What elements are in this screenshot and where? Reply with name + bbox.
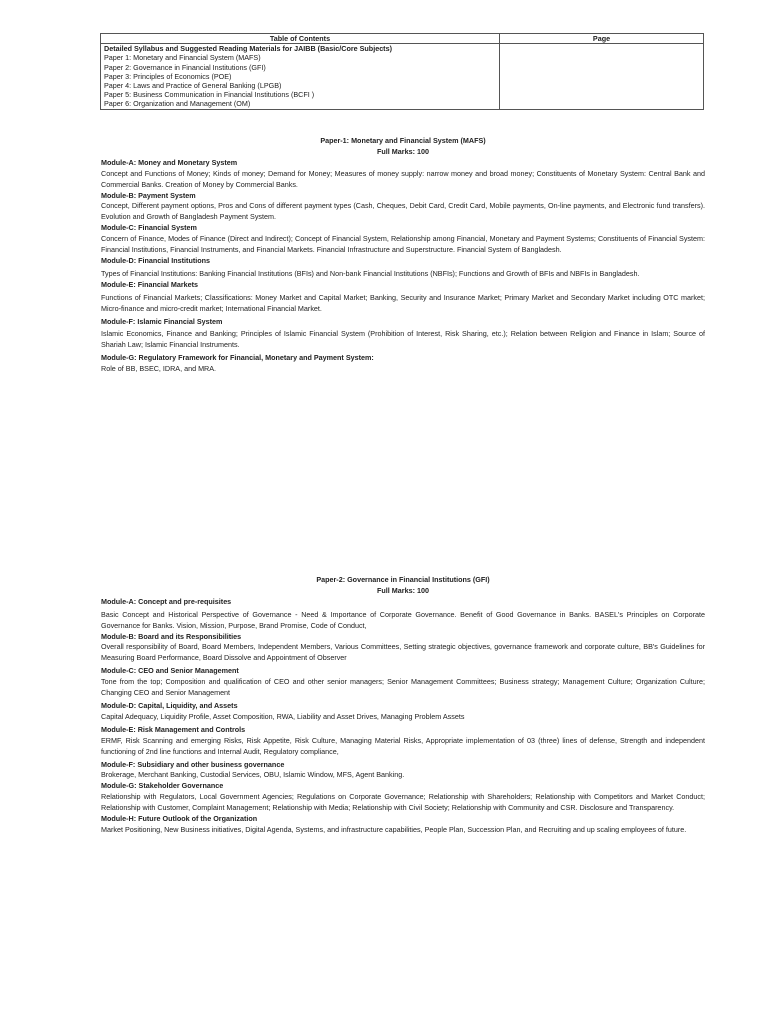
module-text: Concern of Finance, Modes of Finance (Direct and Indirect); Concept of Financial System, Relationship among Financial, Monetary and Payment Systems; Constituents of Financial System: Financial Institutions, Financial Instruments, and Financial Markets. Financial Infrastructure and Superstructure. Financial System of Bangladesh. [101, 234, 705, 255]
toc-row-page [500, 72, 704, 81]
full-marks: Full Marks: 100 [377, 146, 429, 156]
paper-title: Paper-2: Governance in Financial Institutions (GFI) [316, 575, 490, 584]
toc-row [101, 72, 704, 81]
toc-row-page [500, 63, 704, 72]
paper2-section [101, 575, 705, 836]
toc-row-text: Paper 1: Monetary and Financial System (MAFS) [101, 53, 500, 62]
full-marks: Full Marks: 100 [377, 585, 429, 595]
paper1-section [101, 136, 705, 375]
module-heading: Module-C: CEO and Senior Management [101, 666, 239, 676]
toc-row-page [500, 99, 704, 109]
toc-row [101, 81, 704, 90]
module-heading: Module-H: Future Outlook of the Organization [101, 814, 258, 824]
module-heading: Module-B: Board and its Responsibilities [101, 631, 242, 641]
module-text: Role of BB, BSEC, IDRA, and MRA. [101, 364, 217, 374]
module-text: Capital Adequacy, Liquidity Profile, Asset Composition, RWA, Liability and Asset Drives, Managing Problem Assets [101, 711, 465, 721]
toc-row-text: Paper 4: Laws and Practice of General Banking (LPGB) [101, 81, 500, 90]
toc-row-text: Paper 3: Principles of Economics (POE) [101, 72, 500, 81]
module-text: ERMF, Risk Scanning and emerging Risks, Risk Appetite, Risk Culture, Managing Material Risks, Appropriate implementation of 03 (three) lines of defense, Strength and independent functioning of 2nd line functions and Internal Audit, Regulatory compliance, [101, 735, 705, 756]
module-text: Market Positioning, New Business initiatives, Digital Agenda, Systems, and infrastructure capabilities, People Plan, Succession Plan, and Recruiting and up scaling employees of future. [101, 824, 687, 834]
toc-title: Table of Contents [101, 34, 500, 44]
toc-row-page [500, 81, 704, 90]
table-of-contents [100, 33, 704, 110]
module-text: Basic Concept and Historical Perspective of Governance - Need & Importance of Corporate Governance. Benefit of Good Governance in Banks. BASEL's Principles on Corporate Governance for Banks. Vision, Mission, Purpose, Brand Promise, Code of Conduct, [101, 609, 705, 630]
toc-row [101, 44, 704, 54]
module-text: Overall responsibility of Board, Board Members, Independent Members, Various Committees, Setting strategic objectives, governance framework and corporate culture, BB's Guidelines for Measuring Board Performance, Board Dissolve and Appointment of Observer [101, 642, 705, 663]
toc-row-text: Detailed Syllabus and Suggested Reading Materials for JAIBB (Basic/Core Subjects) [101, 44, 500, 54]
module-heading: Module-A: Concept and pre-requisites [101, 596, 232, 606]
toc-page-header: Page [500, 34, 704, 44]
toc-row-page [500, 53, 704, 62]
toc-row [101, 53, 704, 62]
module-text: Islamic Economics, Finance and Banking; Principles of Islamic Financial System (Prohibition of Interest, Risk Sharing, etc.); Relation between Religion and Finance in Islam; Source of Shariah Law; Islamic Financial Instruments. [101, 329, 705, 350]
module-heading: Module-G: Stakeholder Governance [101, 781, 224, 791]
module-heading: Module-A: Money and Monetary System [101, 157, 238, 167]
module-heading: Module-D: Financial Institutions [101, 255, 211, 265]
module-text: Brokerage, Merchant Banking, Custodial Services, OBU, Islamic Window, MFS, Agent Banking. [101, 770, 405, 780]
module-text: Concept, Different payment options, Pros and Cons of different payment types (Cash, Cheques, Debit Card, Credit Card, Mobile payments, On-line payments, and Electronic fund transfers). Evolution and Growth of Bangladesh Payment System. [101, 201, 705, 222]
toc-header-row [101, 34, 704, 44]
toc-row-page [500, 90, 704, 99]
module-heading: Module-D: Capital, Liquidity, and Assets [101, 700, 238, 710]
toc-row-text: Paper 2: Governance in Financial Institutions (GFI) [101, 63, 500, 72]
module-heading: Module-E: Risk Management and Controls [101, 724, 246, 734]
module-heading: Module-G: Regulatory Framework for Financial, Monetary and Payment System: [101, 353, 374, 363]
module-heading: Module-F: Subsidiary and other business governance [101, 759, 285, 769]
toc-row-text: Paper 5: Business Communication in Financial Institutions (BCFI ) [101, 90, 500, 99]
module-text: Relationship with Regulators, Local Government Agencies; Regulations on Corporate Governance; Relationship with Shareholders; Relationship with Competitors and Market Conduct; Relationship with Customer, Complaint Management; Relationship with Media; Relationship with Civil Society; Relationship with Community and CSR. Disclosure and Transparency. [101, 792, 705, 813]
module-text: Tone from the top; Composition and qualification of CEO and other senior managers; Senior Management Committees; Business strategy; Management Culture; Organization Culture; Changing CEO and Senior Management [101, 677, 705, 698]
paper-title: Paper-1: Monetary and Financial System (MAFS) [320, 136, 486, 145]
module-text: Concept and Functions of Money; Kinds of money; Demand for Money; Measures of money supply: narrow money and broad money; Constituents of Monetary System: Central Bank and Commercial Banks. Creation of Money by Commercial Banks. [101, 168, 705, 189]
module-text: Functions of Financial Markets; Classifications: Money Market and Capital Market; Banking, Security and Insurance Market; Primary Market and Secondary Market including OTC market; Micro-finance and micro-credit market; International Financial Market. [101, 292, 705, 313]
module-heading: Module-B: Payment System [101, 190, 196, 200]
toc-row [101, 99, 704, 109]
module-heading: Module-E: Financial Markets [101, 279, 199, 289]
module-text: Types of Financial Institutions: Banking Financial Institutions (BFIs) and Non-bank Financial Institutions (NBFIs); Functions and Growth of BFIs and NBFIs in Bangladesh. [101, 268, 640, 278]
toc-row-text: Paper 6: Organization and Management (OM) [101, 99, 500, 109]
module-heading: Module-C: Financial System [101, 223, 197, 233]
toc-row-page [500, 44, 704, 54]
toc-row [101, 90, 704, 99]
module-heading: Module-F: Islamic Financial System [101, 316, 223, 326]
toc-row [101, 63, 704, 72]
